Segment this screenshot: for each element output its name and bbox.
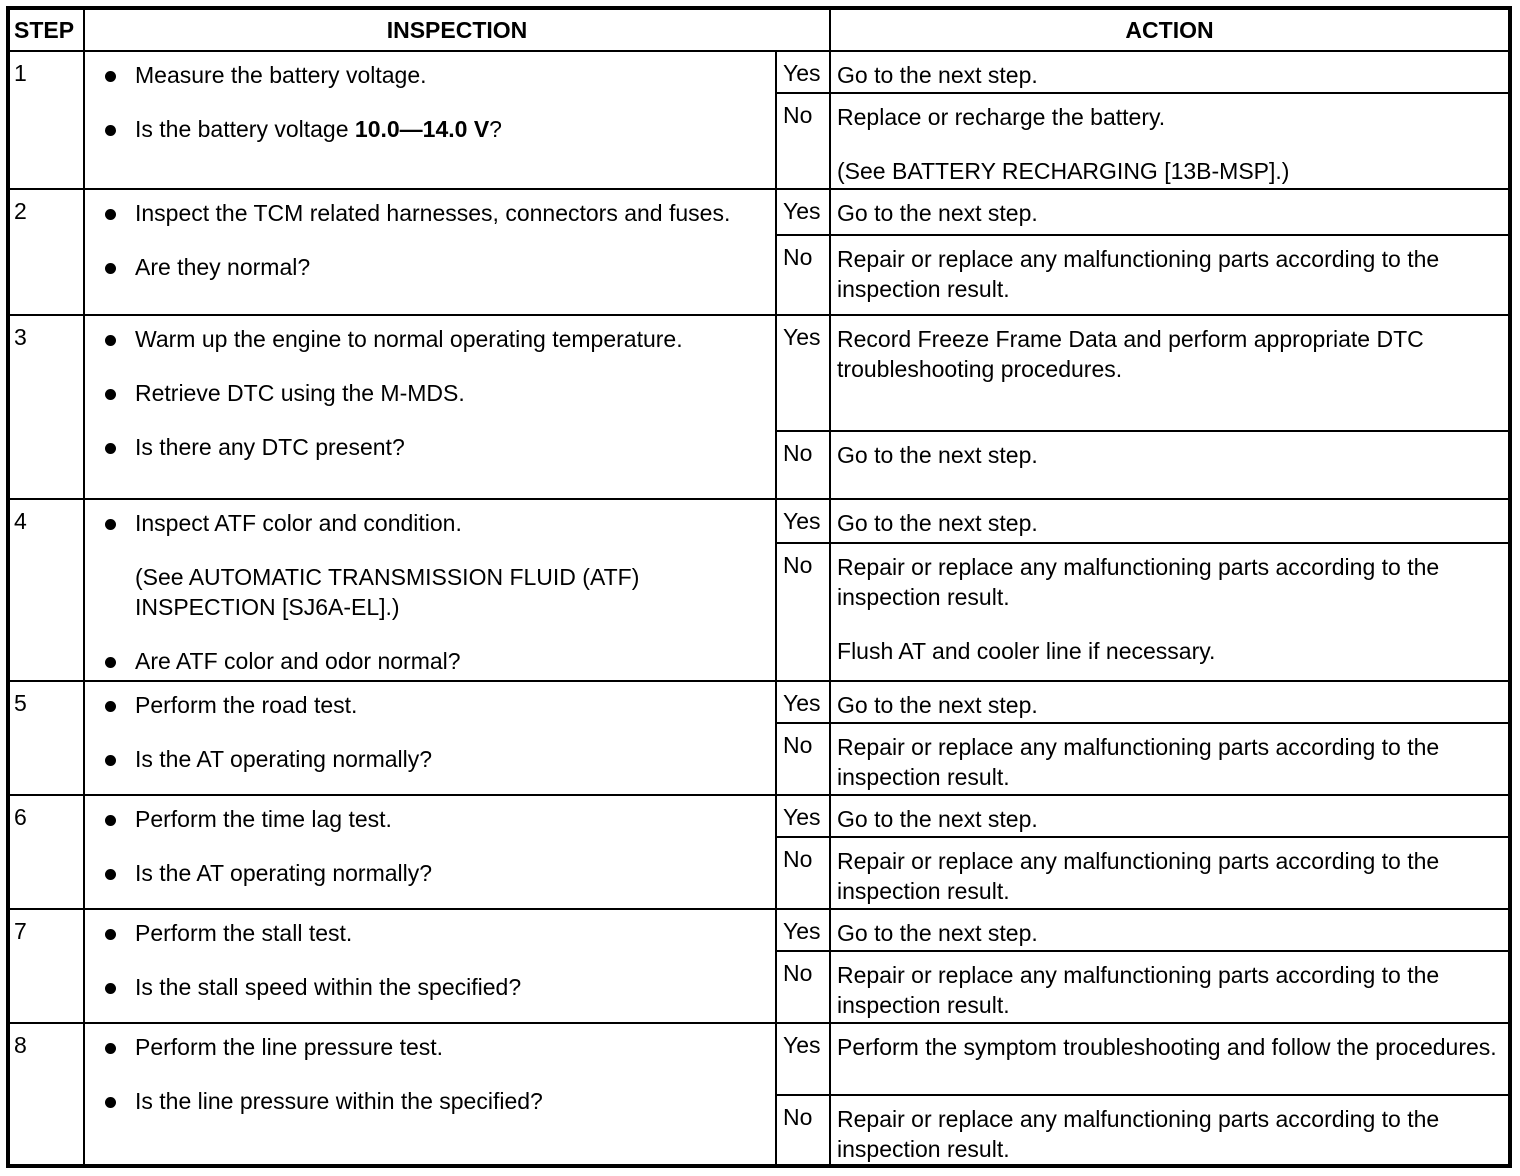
no-label: No <box>776 431 830 499</box>
no-label: No <box>776 837 830 909</box>
inspection-item: Inspect the TCM related harnesses, connectors and fuses. <box>135 198 767 228</box>
no-action: Repair or replace any malfunctioning parts according to the inspection result. <box>830 723 1510 795</box>
inspection-item: Is the AT operating normally? <box>135 744 767 774</box>
inspection-item: Is the AT operating normally? <box>135 858 767 888</box>
inspection-item: Perform the time lag test. <box>135 804 767 834</box>
yes-action: Go to the next step. <box>830 681 1510 723</box>
step-number: 2 <box>8 189 84 315</box>
inspection-item: Are ATF color and odor normal? <box>135 646 767 676</box>
inspection-cell <box>84 795 776 909</box>
inspection-cell <box>84 189 776 315</box>
troubleshooting-table <box>6 6 1512 1168</box>
inspection-item: Is the stall speed within the specified? <box>135 972 767 1002</box>
no-label: No <box>776 723 830 795</box>
no-action: Repair or replace any malfunctioning parts according to the inspection result. <box>830 951 1510 1023</box>
inspection-item: Inspect ATF color and condition. <box>135 508 767 538</box>
inspection-item: Is the line pressure within the specified? <box>135 1086 767 1116</box>
table-row <box>8 909 1510 951</box>
inspection-item: Perform the line pressure test. <box>135 1032 767 1062</box>
inspection-item: Perform the road test. <box>135 690 767 720</box>
inspection-cell <box>84 909 776 1023</box>
step-number: 8 <box>8 1023 84 1166</box>
inspection-cell <box>84 51 776 189</box>
yes-action: Perform the symptom troubleshooting and follow the procedures. <box>830 1023 1510 1095</box>
inspection-cell <box>84 499 776 681</box>
inspection-item: Is there any DTC present? <box>135 432 767 462</box>
no-label: No <box>776 1095 830 1166</box>
yes-label: Yes <box>776 189 830 235</box>
step-number: 6 <box>8 795 84 909</box>
no-label: No <box>776 951 830 1023</box>
header-action: ACTION <box>830 8 1510 51</box>
no-action: Repair or replace any malfunctioning parts according to the inspection result. <box>830 235 1510 315</box>
table-row <box>8 681 1510 723</box>
yes-action: Go to the next step. <box>830 795 1510 837</box>
yes-action: Record Freeze Frame Data and perform appropriate DTC troubleshooting procedures. <box>830 315 1510 431</box>
step-number: 1 <box>8 51 84 189</box>
step-number: 7 <box>8 909 84 1023</box>
step-number: 3 <box>8 315 84 499</box>
table-row <box>8 189 1510 235</box>
yes-action: Go to the next step. <box>830 909 1510 951</box>
yes-label: Yes <box>776 795 830 837</box>
inspection-item: Is the battery voltage 10.0—14.0 V? <box>135 114 767 144</box>
no-action: Replace or recharge the battery. (See BATTERY RECHARGING [13B-MSP].) <box>830 93 1510 189</box>
inspection-item: Retrieve DTC using the M-MDS. <box>135 378 767 408</box>
no-label: No <box>776 543 830 681</box>
table-row <box>8 51 1510 93</box>
inspection-item: Perform the stall test. <box>135 918 767 948</box>
table-row <box>8 499 1510 543</box>
step-number: 4 <box>8 499 84 681</box>
no-action: Repair or replace any malfunctioning parts according to the inspection result. <box>830 837 1510 909</box>
no-label: No <box>776 235 830 315</box>
yes-label: Yes <box>776 681 830 723</box>
yes-action: Go to the next step. <box>830 499 1510 543</box>
table-row <box>8 1023 1510 1095</box>
header-inspection: INSPECTION <box>84 8 830 51</box>
no-action: Repair or replace any malfunctioning parts according to the inspection result. Flush AT and cooler line if necessary. <box>830 543 1510 681</box>
yes-label: Yes <box>776 499 830 543</box>
table-row <box>8 795 1510 837</box>
inspection-note: (See AUTOMATIC TRANSMISSION FLUID (ATF) INSPECTION [SJ6A-EL].) <box>135 564 640 620</box>
table-row <box>8 315 1510 431</box>
inspection-cell <box>84 1023 776 1166</box>
inspection-item: Are they normal? <box>135 252 767 282</box>
no-label: No <box>776 93 830 189</box>
yes-label: Yes <box>776 315 830 431</box>
header-step: STEP <box>8 8 84 51</box>
yes-action: Go to the next step. <box>830 51 1510 93</box>
yes-label: Yes <box>776 909 830 951</box>
header-row <box>8 8 1510 51</box>
inspection-cell <box>84 315 776 499</box>
yes-action: Go to the next step. <box>830 189 1510 235</box>
step-number: 5 <box>8 681 84 795</box>
inspection-cell <box>84 681 776 795</box>
no-action: Repair or replace any malfunctioning parts according to the inspection result. <box>830 1095 1510 1166</box>
no-action: Go to the next step. <box>830 431 1510 499</box>
yes-label: Yes <box>776 1023 830 1095</box>
inspection-item: Warm up the engine to normal operating temperature. <box>135 324 767 354</box>
yes-label: Yes <box>776 51 830 93</box>
inspection-item: Measure the battery voltage. <box>135 60 767 90</box>
